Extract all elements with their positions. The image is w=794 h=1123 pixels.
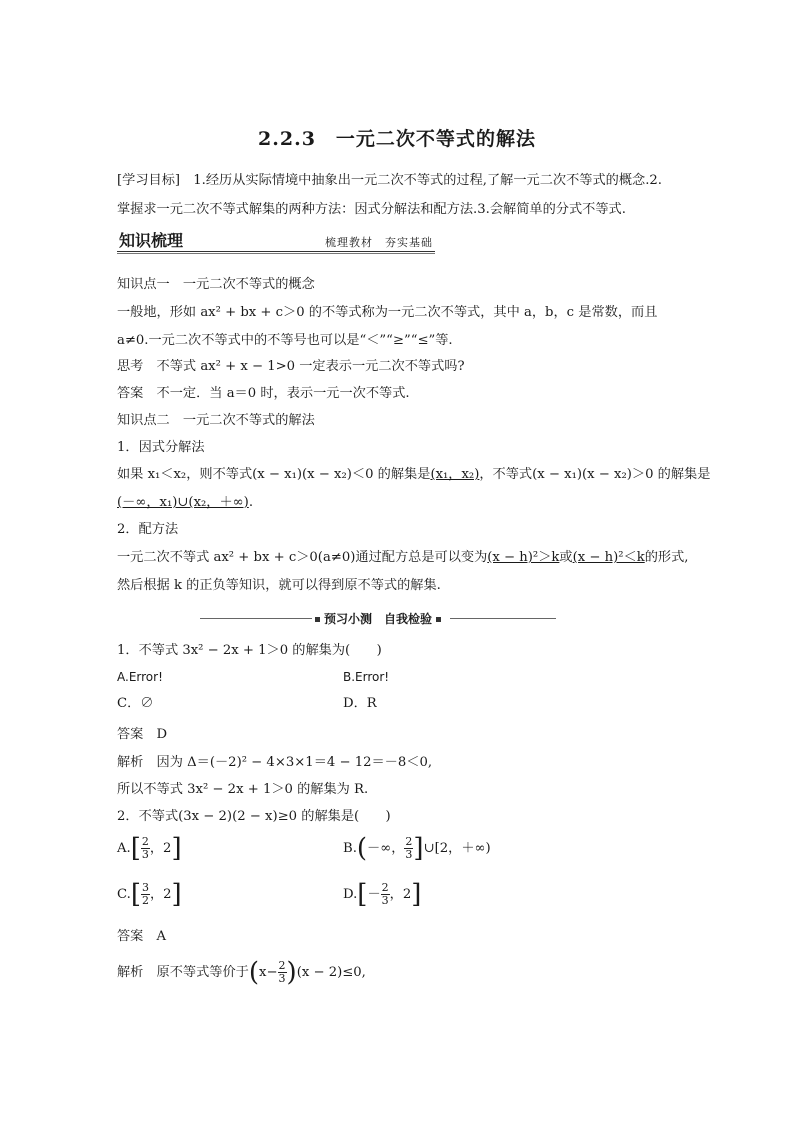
q1-analysis-2: 所以不等式 3x² − 2x + 1＞0 的解集为 R.	[117, 782, 369, 797]
fraction: $\frac{2}{3}$	[381, 881, 389, 907]
fraction: $\frac{2}{3}$	[405, 835, 413, 861]
q1-answer: 答案 D	[117, 727, 168, 742]
q1-option-c: C．∅	[117, 696, 154, 711]
q2-option-a: A.[ $\frac{2}{3}$ ，2]	[117, 833, 182, 864]
preview-separator	[200, 610, 556, 626]
kp2-line-4: 然后根据 k 的正负等知识，就可以得到原不等式的解集.	[117, 578, 441, 593]
q1-stem: 1．不等式 3x² − 2x + 1＞0 的解集为( )	[117, 643, 382, 658]
kp2-line-3: 一元二次不等式 ax² + bx + c＞0(a≠0)通过配方总是可以变为(x − h)²＞k或(x − h)²＜k的形式,	[117, 550, 689, 565]
kp2-heading: 知识点二 一元二次不等式的解法	[117, 413, 315, 428]
q1-option-d: D．R	[343, 696, 377, 711]
section-heading: 知识梳理	[119, 231, 184, 250]
q2-option-c: C.[ $\frac{3}{2}$ ，2]	[117, 879, 182, 910]
blank-answer-3: (x − h)²＞k	[487, 550, 560, 565]
fraction: $\frac{3}{2}$	[141, 881, 149, 907]
q1-analysis-1: 解析 因为 Δ＝(－2)² − 4×3×1＝4 − 12＝－8＜0,	[117, 755, 433, 770]
blank-answer-2: (－∞，x₁)∪(x₂，＋∞)	[117, 495, 249, 510]
kp2-sub-1: 1．因式分解法	[117, 440, 205, 455]
kp2-line-1: 如果 x₁＜x₂，则不等式(x − x₁)(x − x₂)＜0 的解集是(x₁，x₂)，不等式(x − x₁)(x − x₂)＞0 的解集是	[117, 467, 711, 482]
kp2-line-2: (－∞，x₁)∪(x₂，＋∞).	[117, 495, 254, 510]
q1-option-a: A.Error!	[117, 670, 163, 684]
blank-answer-1: (x₁，x₂)	[430, 467, 480, 482]
learning-goals-tag: [学习目标]	[117, 173, 181, 188]
q2-option-d: D.[－ $\frac{2}{3}$ ，2]	[343, 879, 422, 910]
fraction: $\frac{2}{3}$	[141, 835, 149, 861]
kp1-think: 思考 不等式 ax² + x − 1>0 一定表示一元二次不等式吗?	[117, 359, 465, 374]
separator-label: 预习小测 自我检验	[323, 612, 432, 626]
kp1-line-1: 一般地，形如 ax² + bx + c＞0 的不等式称为一元二次不等式，其中 a，b，c 是常数，而且	[117, 305, 658, 320]
kp2-sub-2: 2．配方法	[117, 522, 179, 537]
learning-goals-line-1: [学习目标] 1.经历从实际情境中抽象出一元二次不等式的过程,了解一元二次不等式的概念.2.	[117, 173, 662, 188]
q2-answer: 答案 A	[117, 929, 167, 944]
q2-option-b: B.(－∞， $\frac{2}{3}$ ]∪[2，＋∞)	[343, 833, 491, 864]
section-header	[117, 228, 437, 254]
fraction: $\frac{2}{3}$	[278, 959, 286, 985]
blank-answer-4: (x − h)²＜k	[572, 550, 645, 565]
section-underline	[117, 251, 435, 252]
page-title: 2.2.3 一元二次不等式的解法	[258, 128, 536, 150]
section-tag: 梳理教材 夯实基础	[325, 236, 433, 249]
square-bullet-icon	[315, 617, 320, 622]
learning-goals-line-2: 掌握求一元二次不等式解集的两种方法：因式分解法和配方法.3.会解简单的分式不等式.	[117, 202, 626, 217]
square-bullet-icon	[436, 617, 441, 622]
section-underline-thin	[117, 253, 435, 254]
q2-analysis: 解析 原不等式等价于(x− $\frac{2}{3}$ )(x − 2)≤0,	[117, 957, 366, 988]
q2-stem: 2．不等式(3x − 2)(2 − x)≥0 的解集是( )	[117, 809, 391, 824]
kp1-line-2: a≠0.一元二次不等式中的不等号也可以是“＜”“≥”“≤”等.	[117, 333, 453, 348]
q1-option-b: B.Error!	[343, 670, 390, 684]
kp1-answer: 答案 不一定．当 a＝0 时，表示一元一次不等式.	[117, 386, 410, 401]
kp1-heading: 知识点一 一元二次不等式的概念	[117, 277, 315, 292]
